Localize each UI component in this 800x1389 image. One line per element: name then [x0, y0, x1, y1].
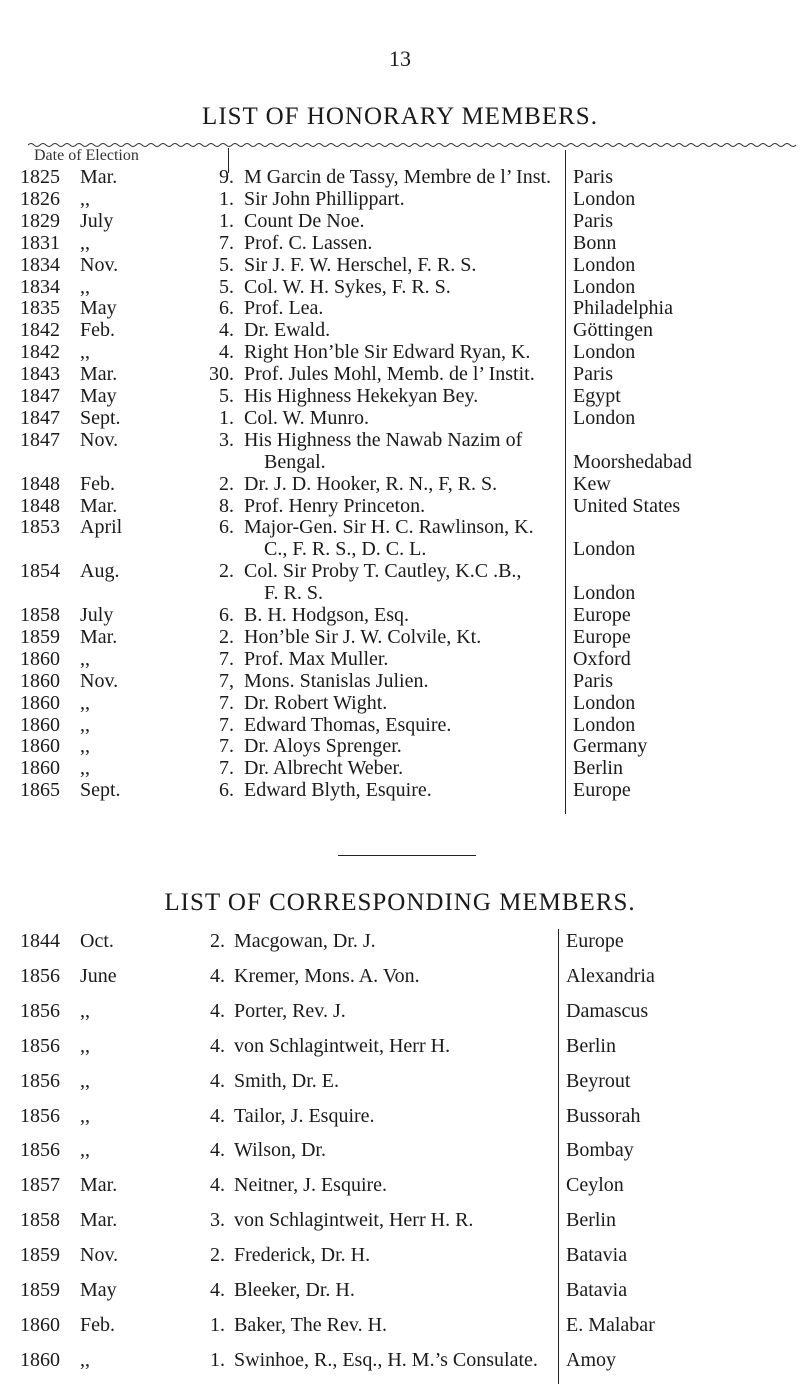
page-number: 13 — [389, 46, 411, 71]
member-name: His Highness Hekekyan Bey. — [244, 385, 479, 407]
election-month: May — [80, 297, 117, 320]
election-day: 9. — [219, 166, 234, 188]
election-year: 1856 — [20, 1034, 60, 1057]
member-location: Ceylon — [566, 1174, 624, 1197]
member-location: Germany — [573, 735, 648, 758]
election-month: Feb. — [80, 319, 115, 342]
member-location: Bussorah — [566, 1104, 641, 1127]
member-row — [20, 1138, 800, 1162]
election-day: 2. — [219, 472, 234, 495]
member-name: Edward Blyth, Esquire. — [244, 779, 432, 802]
election-month: Nov. — [80, 669, 119, 692]
election-year: 1847 — [20, 385, 60, 407]
member-name: von Schlagintweit, Herr H. R. — [234, 1209, 474, 1232]
election-day: 4. — [210, 999, 225, 1022]
member-name: Tailor, J. Esquire. — [234, 1104, 375, 1127]
election-year: 1860 — [20, 669, 60, 692]
election-day: 5. — [219, 275, 234, 298]
election-year: 1847 — [20, 428, 60, 451]
member-location: London — [573, 538, 636, 561]
election-year: 1858 — [20, 1209, 60, 1232]
election-day: 6. — [219, 779, 234, 802]
member-location: Egypt — [573, 385, 621, 407]
member-name: Col. W. H. Sykes, F. R. S. — [244, 275, 451, 298]
member-row — [20, 1313, 800, 1337]
section-divider — [338, 855, 476, 856]
election-month: May — [80, 385, 117, 407]
member-location: London — [573, 713, 636, 736]
member-location: London — [573, 691, 636, 714]
election-day: 5. — [219, 253, 234, 276]
election-year: 1826 — [20, 187, 60, 210]
member-row — [20, 318, 800, 342]
election-year: 1853 — [20, 516, 60, 539]
election-day: 4. — [210, 1279, 225, 1301]
election-year: 1848 — [20, 472, 60, 495]
member-row — [20, 231, 800, 255]
member-location: London — [573, 253, 636, 276]
member-row — [20, 713, 800, 737]
member-name: Prof. Lea. — [244, 297, 324, 320]
election-month: Nov. — [80, 253, 119, 276]
member-name: Col. Sir Proby T. Cautley, K.C .B., — [244, 560, 522, 583]
election-month: ,, — [80, 647, 90, 670]
election-year: 1865 — [20, 779, 60, 802]
member-name: Dr. Aloys Sprenger. — [244, 735, 402, 758]
member-row — [20, 428, 800, 452]
member-name: F. R. S. — [264, 582, 323, 605]
election-year: 1854 — [20, 560, 60, 583]
election-month: ,, — [80, 1034, 90, 1057]
election-month: ,, — [80, 691, 90, 714]
election-year: 1834 — [20, 253, 60, 276]
member-row — [20, 187, 800, 211]
member-location: Damascus — [566, 999, 649, 1022]
member-name: Swinhoe, R., Esq., H. M.’s Consulate. — [234, 1348, 538, 1371]
election-day: 2. — [210, 1244, 225, 1267]
election-year: 1859 — [20, 625, 60, 648]
member-row — [20, 340, 800, 364]
election-year: 1856 — [20, 964, 60, 987]
member-location: Berlin — [566, 1209, 616, 1232]
member-name: Bleeker, Dr. H. — [234, 1279, 355, 1301]
election-day: 2. — [210, 930, 225, 952]
member-name: Right Hon’ble Sir Edward Ryan, K. — [244, 341, 531, 364]
member-row — [20, 1034, 800, 1058]
election-day: 1. — [210, 1313, 225, 1336]
election-year: 1856 — [20, 1139, 60, 1162]
member-row — [20, 756, 800, 780]
election-month: Feb. — [80, 1313, 115, 1336]
election-year: 1843 — [20, 363, 60, 386]
member-row — [20, 581, 800, 605]
member-location: E. Malabar — [566, 1313, 655, 1336]
member-row — [20, 209, 800, 233]
election-day: 7. — [219, 713, 234, 736]
member-location: Alexandria — [566, 964, 655, 987]
member-name: Neitner, J. Esquire. — [234, 1174, 388, 1197]
honorary-members-title: LIST OF HONORARY MEMBERS. — [202, 103, 598, 130]
member-location: London — [573, 187, 636, 210]
election-day: 6. — [219, 604, 234, 626]
election-month: ,, — [80, 713, 90, 736]
election-day: 6. — [219, 516, 234, 539]
election-month: Nov. — [80, 1244, 119, 1267]
member-name: Mons. Stanislas Julien. — [244, 669, 429, 692]
member-row — [20, 1348, 800, 1372]
member-name: C., F. R. S., D. C. L. — [264, 538, 427, 561]
election-day: 2. — [219, 625, 234, 648]
member-row — [20, 165, 800, 189]
member-location: Berlin — [566, 1034, 616, 1057]
election-day: 1. — [219, 209, 234, 232]
election-day: 30. — [209, 363, 234, 386]
member-location: Oxford — [573, 647, 631, 670]
election-year: 1842 — [20, 341, 60, 364]
member-row — [20, 537, 800, 561]
election-day: 4. — [210, 1139, 225, 1162]
member-name: M Garcin de Tassy, Membre de l’ Inst. — [244, 166, 552, 188]
member-location: Berlin — [573, 757, 623, 780]
election-year: 1829 — [20, 209, 60, 232]
member-row — [20, 1278, 800, 1302]
member-row — [20, 296, 800, 320]
election-year: 1857 — [20, 1174, 60, 1197]
member-location: Paris — [573, 669, 613, 692]
election-month: July — [80, 209, 114, 232]
member-location: Paris — [573, 209, 613, 232]
election-month: Feb. — [80, 472, 115, 495]
member-name: Baker, The Rev. H. — [234, 1313, 388, 1336]
member-name: Major-Gen. Sir H. C. Rawlinson, K. — [244, 516, 534, 539]
election-month: ,, — [80, 1069, 90, 1092]
member-location: Batavia — [566, 1244, 628, 1267]
election-month: May — [80, 1279, 117, 1301]
member-name: Edward Thomas, Esquire. — [244, 713, 452, 736]
member-row — [20, 1173, 800, 1197]
election-year: 1831 — [20, 231, 60, 254]
member-name: Frederick, Dr. H. — [234, 1244, 371, 1267]
member-name: Count De Noe. — [244, 209, 365, 232]
election-day: 4. — [210, 1174, 225, 1197]
member-name: Prof. Henry Princeton. — [244, 494, 426, 517]
election-month: ,, — [80, 999, 90, 1022]
election-year: 1860 — [20, 1348, 60, 1371]
member-name: Sir J. F. W. Herschel, F. R. S. — [244, 253, 477, 276]
election-day: 4. — [210, 1034, 225, 1057]
election-month: Mar. — [80, 1174, 118, 1197]
member-row — [20, 450, 800, 474]
election-day: 1. — [219, 406, 234, 429]
member-row — [20, 1243, 800, 1267]
member-location: Paris — [573, 166, 613, 188]
election-month: ,, — [80, 341, 90, 364]
member-row — [20, 691, 800, 715]
member-row — [20, 275, 800, 299]
election-day: 4. — [210, 964, 225, 987]
election-day: 4. — [219, 341, 234, 364]
member-location: Bonn — [573, 231, 617, 254]
corresponding-members-title: LIST OF CORRESPONDING MEMBERS. — [164, 889, 636, 916]
election-year: 1856 — [20, 1069, 60, 1092]
member-row — [20, 362, 800, 386]
election-year: 1859 — [20, 1244, 60, 1267]
member-name: Dr. Ewald. — [244, 319, 331, 342]
member-name: Dr. Albrecht Weber. — [244, 757, 404, 780]
date-of-election-header: Date of Election — [34, 147, 139, 164]
election-year: 1860 — [20, 647, 60, 670]
election-day: 1. — [219, 187, 234, 210]
election-day: 4. — [210, 1104, 225, 1127]
election-month: ,, — [80, 187, 90, 210]
election-year: 1859 — [20, 1279, 60, 1301]
member-row — [20, 999, 800, 1023]
honorary-members-table — [20, 165, 800, 825]
member-location: Bombay — [566, 1139, 634, 1162]
election-month: Oct. — [80, 930, 114, 952]
member-location: Göttingen — [573, 319, 653, 342]
election-year: 1856 — [20, 1104, 60, 1127]
member-row — [20, 253, 800, 277]
election-day: 7. — [219, 757, 234, 780]
corresponding-members-table — [20, 929, 800, 1389]
election-year: 1860 — [20, 691, 60, 714]
election-day: 7, — [219, 669, 234, 692]
election-month: ,, — [80, 757, 90, 780]
member-location: Europe — [566, 930, 624, 952]
election-month: Mar. — [80, 363, 118, 386]
member-name: Prof. Jules Mohl, Memb. de l’ Instit. — [244, 363, 535, 386]
election-month: Mar. — [80, 625, 118, 648]
member-location: Amoy — [566, 1348, 616, 1371]
election-year: 1847 — [20, 406, 60, 429]
member-name: Dr. Robert Wight. — [244, 691, 388, 714]
member-name: Macgowan, Dr. J. — [234, 930, 376, 952]
member-row — [20, 625, 800, 649]
member-name: Col. W. Munro. — [244, 406, 370, 429]
election-year: 1835 — [20, 297, 60, 320]
member-location: Moorshedabad — [573, 450, 692, 473]
election-month: ,, — [80, 1104, 90, 1127]
member-name: Hon’ble Sir J. W. Colvile, Kt. — [244, 625, 482, 648]
member-location: Beyrout — [566, 1069, 631, 1092]
member-row — [20, 494, 800, 518]
election-day: 4. — [219, 319, 234, 342]
election-day: 7. — [219, 647, 234, 670]
election-day: 7. — [219, 735, 234, 758]
election-month: ,, — [80, 275, 90, 298]
election-month: Sept. — [80, 406, 121, 429]
election-month: ,, — [80, 735, 90, 758]
election-year: 1860 — [20, 757, 60, 780]
election-month: Sept. — [80, 779, 121, 802]
election-day: 2. — [219, 560, 234, 583]
election-year: 1856 — [20, 999, 60, 1022]
member-location: London — [573, 275, 636, 298]
election-day: 6. — [219, 297, 234, 320]
election-year: 1860 — [20, 1313, 60, 1336]
member-location: London — [573, 406, 636, 429]
election-month: April — [80, 516, 123, 539]
election-day: 7. — [219, 231, 234, 254]
member-row — [20, 734, 800, 758]
member-location: Europe — [573, 604, 631, 626]
election-month: ,, — [80, 1139, 90, 1162]
election-month: ,, — [80, 1348, 90, 1371]
member-name: Wilson, Dr. — [234, 1139, 326, 1162]
member-location: Europe — [573, 779, 631, 802]
election-year: 1834 — [20, 275, 60, 298]
member-row — [20, 406, 800, 430]
election-month: ,, — [80, 231, 90, 254]
member-location: Europe — [573, 625, 631, 648]
member-name: B. H. Hodgson, Esq. — [244, 604, 410, 626]
election-year: 1825 — [20, 166, 60, 188]
election-year: 1860 — [20, 735, 60, 758]
member-row — [20, 647, 800, 671]
election-month: Aug. — [80, 560, 120, 583]
election-day: 1. — [210, 1348, 225, 1371]
member-row — [20, 603, 800, 627]
member-name: Porter, Rev. J. — [234, 999, 346, 1022]
election-month: Mar. — [80, 166, 118, 188]
election-month: June — [80, 964, 117, 987]
member-row — [20, 472, 800, 496]
election-year: 1860 — [20, 713, 60, 736]
member-name: Prof. Max Muller. — [244, 647, 389, 670]
member-row — [20, 929, 800, 953]
member-row — [20, 384, 800, 408]
member-row — [20, 559, 800, 583]
election-day: 3. — [219, 428, 234, 451]
member-location: United States — [573, 494, 681, 517]
member-name: Prof. C. Lassen. — [244, 231, 373, 254]
member-location: Philadelphia — [573, 297, 673, 320]
header-rule — [28, 142, 798, 148]
member-row — [20, 669, 800, 693]
member-name: von Schlagintweit, Herr H. — [234, 1034, 451, 1057]
election-day: 8. — [219, 494, 234, 517]
member-row — [20, 515, 800, 539]
election-day: 4. — [210, 1069, 225, 1092]
member-row — [20, 1208, 800, 1232]
member-name: Bengal. — [264, 450, 326, 473]
member-name: Kremer, Mons. A. Von. — [234, 964, 420, 987]
election-day: 7. — [219, 691, 234, 714]
member-name: Dr. J. D. Hooker, R. N., F, R. S. — [244, 472, 498, 495]
member-location: London — [573, 341, 636, 364]
election-year: 1844 — [20, 930, 60, 952]
election-year: 1848 — [20, 494, 60, 517]
election-year: 1842 — [20, 319, 60, 342]
member-location: Kew — [573, 472, 611, 495]
member-row — [20, 1069, 800, 1093]
election-day: 5. — [219, 385, 234, 407]
election-month: Mar. — [80, 494, 118, 517]
member-name: His Highness the Nawab Nazim of — [244, 428, 523, 451]
member-row — [20, 778, 800, 802]
election-month: Mar. — [80, 1209, 118, 1232]
election-year: 1858 — [20, 604, 60, 626]
member-location: Paris — [573, 363, 613, 386]
election-month: July — [80, 604, 114, 626]
member-location: London — [573, 582, 636, 605]
election-day: 3. — [210, 1209, 225, 1232]
member-name: Sir John Phillippart. — [244, 187, 405, 210]
member-row — [20, 1104, 800, 1128]
member-name: Smith, Dr. E. — [234, 1069, 340, 1092]
member-location: Batavia — [566, 1279, 628, 1301]
member-row — [20, 964, 800, 988]
election-month: Nov. — [80, 428, 119, 451]
